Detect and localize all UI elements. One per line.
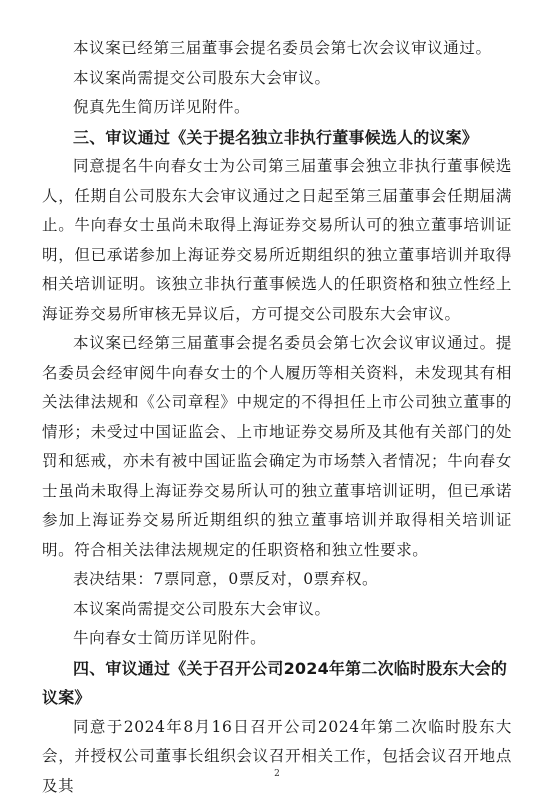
page-number: 2 [0,769,554,779]
paragraph-meeting-convening: 同意于2024年8月16日召开公司2024年第二次临时股东大会，并授权公司董事长组织会议召开相关工作，包括会议召开地点及其 [42,713,512,801]
paragraph-approval-note-1: 本议案已经第三届董事会提名委员会第七次会议审议通过。 [42,34,512,64]
paragraph-committee-review: 本议案已经第三届董事会提名委员会第七次会议审议通过。提名委员会经审阅牛向春女士的个人履历等相关资料，未发现其有相关法律法规和《公司章程》中规定的不得担任上市公司独立董事的情形；未受过中国证监会、上市地证券交易所及其他有关部门的处罚和惩戒，亦未有被中国证监会确定为市场禁入者情况；牛向春女士虽尚未取得上海证券交易所认可的独立董事培训证明，但已承诺参加上海证券交易所近期组织的独立董事培训并取得相关培训证明。符合相关法律法规规定的任职资格和独立性要求。 [42,329,512,565]
section-heading-4: 四、审议通过《关于召开公司2024年第二次临时股东大会的议案》 [42,654,512,713]
paragraph-resume-note-2: 牛向春女士简历详见附件。 [42,624,512,654]
paragraph-resume-note-1: 倪真先生简历详见附件。 [42,93,512,123]
paragraph-vote-result: 表决结果：7票同意，0票反对，0票弃权。 [42,565,512,595]
document-body [42,34,512,801]
paragraph-submission-note-2: 本议案尚需提交公司股东大会审议。 [42,595,512,625]
paragraph-submission-note-1: 本议案尚需提交公司股东大会审议。 [42,64,512,94]
paragraph-nomination: 同意提名牛向春女士为公司第三届董事会独立非执行董事候选人，任期自公司股东大会审议通过之日起至第三届董事会任期届满止。牛向春女士虽尚未取得上海证券交易所认可的独立董事培训证明，但已承诺参加上海证券交易所近期组织的独立董事培训并取得相关培训证明。该独立非执行董事候选人的任职资格和独立性经上海证券交易所审核无异议后，方可提交公司股东大会审议。 [42,152,512,329]
section-heading-3: 三、审议通过《关于提名独立非执行董事候选人的议案》 [42,123,512,153]
